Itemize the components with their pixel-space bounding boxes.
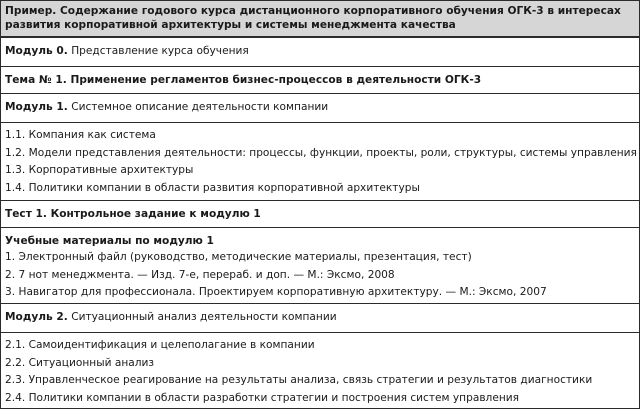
list-item: 1.4. Политики компании в области развития корпоративной архитектуры xyxy=(5,181,420,194)
list-item: 2.4. Политики компании в области разработки стратегии и построения систем управления xyxy=(5,391,520,404)
theme-1-row xyxy=(1,66,639,93)
module-2-title: Ситуационный анализ деятельности компании xyxy=(71,311,337,323)
test-1-row: Тест 1. Контрольное задание к модулю 1 xyxy=(1,200,639,227)
list-item: 2.1. Самоидентификация и целеполагание в компании xyxy=(5,339,315,351)
table-caption: Пример. Содержание годового курса дистанционного корпоративного обучения ОГК-3 в интересах развития корпоративной архитектуры и системы менеджмента качества xyxy=(1,1,639,37)
module-2-items xyxy=(1,332,639,408)
list-item: 1.1. Компания как система xyxy=(5,129,156,141)
materials-row xyxy=(1,227,639,303)
module-1-row xyxy=(1,93,639,122)
module-1-label: Модуль 1. xyxy=(5,101,68,113)
list-item: 2.3. Управленческое реагирование на результаты анализа, связь стратегии и результатов диагностики xyxy=(5,374,593,387)
module-1-items xyxy=(1,122,639,200)
module-0-row xyxy=(1,37,639,66)
theme-1-label: Тема № 1. xyxy=(5,74,67,86)
materials-title: Учебные материалы по модулю 1 xyxy=(5,235,214,247)
list-item: 1.3. Корпоративные архитектуры xyxy=(5,164,194,177)
theme-1-title: Применение регламентов бизнес-процессов в деятельности ОГК-3 xyxy=(70,74,482,86)
list-item: 2. 7 нот менеджмента. — Изд. 7-е, перераб. и доп. — М.: Эксмо, 2008 xyxy=(5,268,395,281)
list-item: 2.2. Ситуационный анализ xyxy=(5,356,155,369)
module-0-label: Модуль 0. xyxy=(5,45,68,57)
list-item: 1. Электронный файл (руководство, методические материалы, презентация, тест) xyxy=(5,251,472,263)
module-1-title: Системное описание деятельности компании xyxy=(71,101,329,113)
list-item: 1.2. Модели представления деятельности: процессы, функции, проекты, роли, структуры, системы управления xyxy=(5,146,637,159)
module-2-label: Модуль 2. xyxy=(5,311,68,323)
module-2-row xyxy=(1,303,639,332)
module-0-title: Представление курса обучения xyxy=(71,45,249,57)
list-item: 3. Навигатор для профессионала. Проектируем корпоративную архитектуру. — М.: Эксмо, 2007 xyxy=(5,286,547,299)
